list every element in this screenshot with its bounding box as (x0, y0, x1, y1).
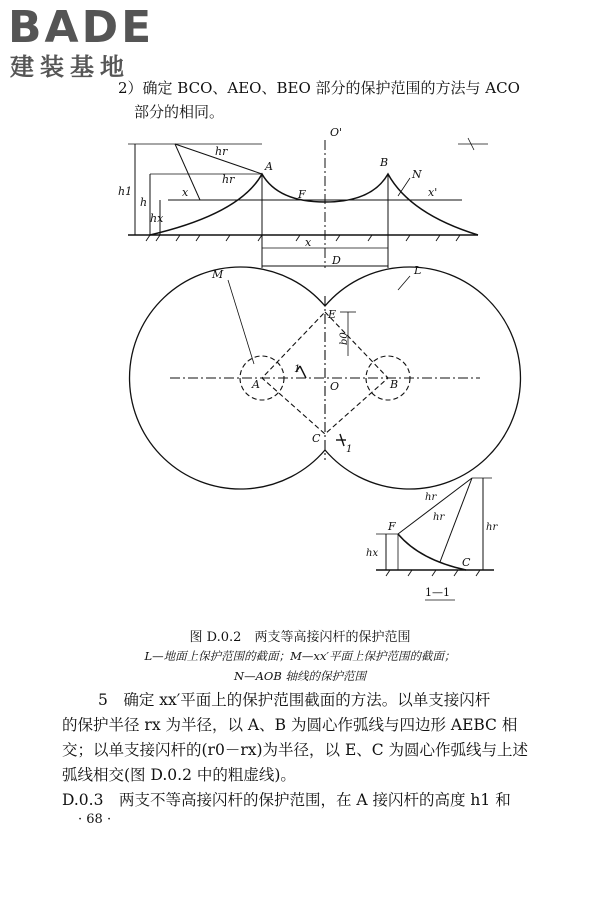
para5-line-3: 交；以单支接闪杆的(r0－rx)为半径，以 E、C 为圆心作弧线与上述 (62, 741, 529, 759)
para5-line-4: 弧线相交(图 D.0.2 中的粗虚线)。 (62, 766, 296, 784)
page-number: · 68 · (78, 812, 112, 827)
label-f: F (298, 188, 306, 201)
section-curve (398, 534, 466, 570)
label-b: B (380, 156, 389, 169)
label-x: x (182, 186, 189, 199)
label-n: N (412, 168, 422, 181)
label-section-1a: 1 (294, 364, 301, 375)
label-c-section: C (462, 556, 471, 569)
label-o: O (330, 380, 340, 393)
label-d: D (332, 254, 341, 267)
plan-view (130, 267, 521, 489)
label-m: M (212, 268, 224, 281)
label-hr-2: hr (222, 173, 235, 186)
ground-hatching (146, 235, 460, 241)
label-hx: hx (150, 212, 164, 225)
label-h: h (140, 196, 148, 209)
protection-curve-n (150, 174, 478, 235)
paragraph-5 (62, 688, 548, 788)
paragraph-d03: D.0.3 两支不等高接闪杆的保护范围，在 A 接闪杆的高度 h1 和 (62, 791, 511, 809)
figure-caption-line-1: L—地面上保护范围的截面；M—xx′平面上保护范围的截面； (144, 649, 456, 663)
label-e: E (328, 308, 337, 321)
intro-line-1: 2）确定 BCO、AEO、BEO 部分的保护范围的方法与 ACO (118, 79, 520, 97)
label-b0: b0 (339, 332, 350, 345)
elevation-labels (118, 126, 437, 267)
figure-caption-title: 图 D.0.2 两支等高接闪杆的保护范围 (189, 630, 411, 645)
figure-caption-line-2: N—AOB 轴线的保护范围 (234, 669, 366, 683)
para5-line-2: 的保护半径 rx 为半径，以 A、B 为圆心作弧线与四边形 AEBC 相 (62, 716, 518, 734)
label-a-plan: A (252, 378, 260, 391)
logo-sub-text: 建装基地 (10, 53, 130, 81)
label-hx-section: hx (366, 548, 379, 559)
n-leader (398, 178, 410, 196)
label-a: A (265, 160, 273, 173)
label-hr-section-3: hr (486, 522, 498, 533)
label-hr-section-1: hr (425, 492, 437, 503)
label-c-plan: C (312, 432, 321, 445)
label-section-1b: 1 (346, 444, 353, 455)
label-hr-section-2: hr (433, 512, 445, 523)
section-hatching (386, 570, 480, 576)
logo-main-text: BADE (8, 2, 155, 53)
label-b-plan: B (390, 378, 399, 391)
label-o-prime: O' (330, 126, 343, 139)
label-f-section: F (388, 520, 396, 533)
section-mark-left (300, 366, 306, 378)
m-leader (228, 280, 254, 364)
label-x-prime: x' (428, 186, 438, 199)
label-section-name: 1—1 (425, 586, 450, 599)
label-h1: h1 (118, 185, 133, 198)
label-x-dim: x (305, 236, 312, 249)
intro-line-2: 部分的相同。 (134, 103, 225, 121)
label-l: L (414, 264, 422, 277)
label-hr-1: hr (215, 145, 228, 158)
para5-line-1: 5 确定 xx′平面上的保护范围截面的方法。以单支接闪杆 (98, 691, 491, 709)
l-leader (398, 276, 410, 290)
